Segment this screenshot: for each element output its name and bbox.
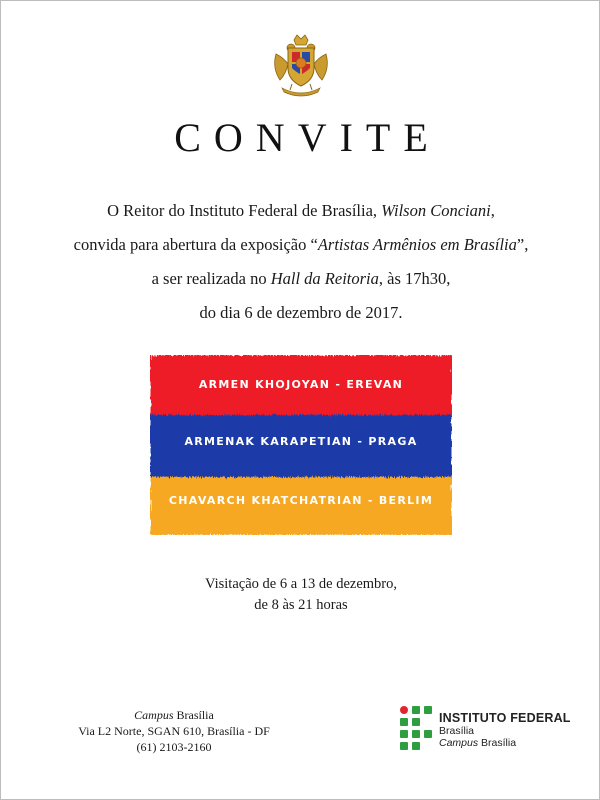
invitation-line-4: do dia 6 de dezembro de 2017. [199,303,403,322]
campus-name: Brasília [173,708,214,722]
artist-label-1: ARMEN KHOJOYAN - EREVAN [198,378,404,391]
phone-number: (61) 2103-2160 [136,740,212,754]
invitation-text [1,194,600,330]
invitation-line-2-end: ”, [516,235,529,254]
if-logo-name: INSTITUTO FEDERAL [439,711,571,725]
visitation-hours: de 8 às 21 horas [254,597,348,613]
if-logo-campus-name: Brasília [478,737,517,749]
invitation-line-3 [1,262,600,296]
exhibition-name: Artistas Armênios em Brasília [317,235,517,254]
invitation-line-2-text: convida para abertura da exposição “ [73,235,318,254]
visitation-info [1,574,600,616]
if-logo-icon [400,706,434,752]
page-title: CONVITE [174,115,441,160]
armenian-coat-of-arms-icon [268,34,334,100]
visitation-dates: Visitação de 6 a 13 de dezembro, [205,576,397,592]
invitation-line-1-end: , [490,201,495,220]
artist-label-2: ARMENAK KARAPETIAN - PRAGA [184,435,418,448]
if-logo-campus-word: Campus [439,737,479,749]
address-block [39,707,309,755]
invitation-line-3-text: a ser realizada no [151,269,271,288]
if-logo-city: Brasília [439,725,475,737]
invitation-line-1 [1,194,600,228]
armenian-flag-banner [147,351,455,539]
artist-label-3: CHAVARCH KHATCHATRIAN - BERLIM [168,494,434,507]
venue-name: Hall da Reitoria [270,269,379,288]
campus-word: Campus [134,708,174,722]
invitation-line-3-end: , às 17h30, [378,269,451,288]
instituto-federal-logo [400,706,590,754]
invitation-line-2 [1,228,600,262]
rector-name: Wilson Conciani [381,201,491,220]
if-logo-text [439,711,571,749]
if-logo-campus [439,737,571,749]
invitation-line-1-text: O Reitor do Instituto Federal de Brasília, [107,201,382,220]
campus-line [39,707,309,723]
street-address: Via L2 Norte, SGAN 610, Brasília - DF [78,724,270,738]
